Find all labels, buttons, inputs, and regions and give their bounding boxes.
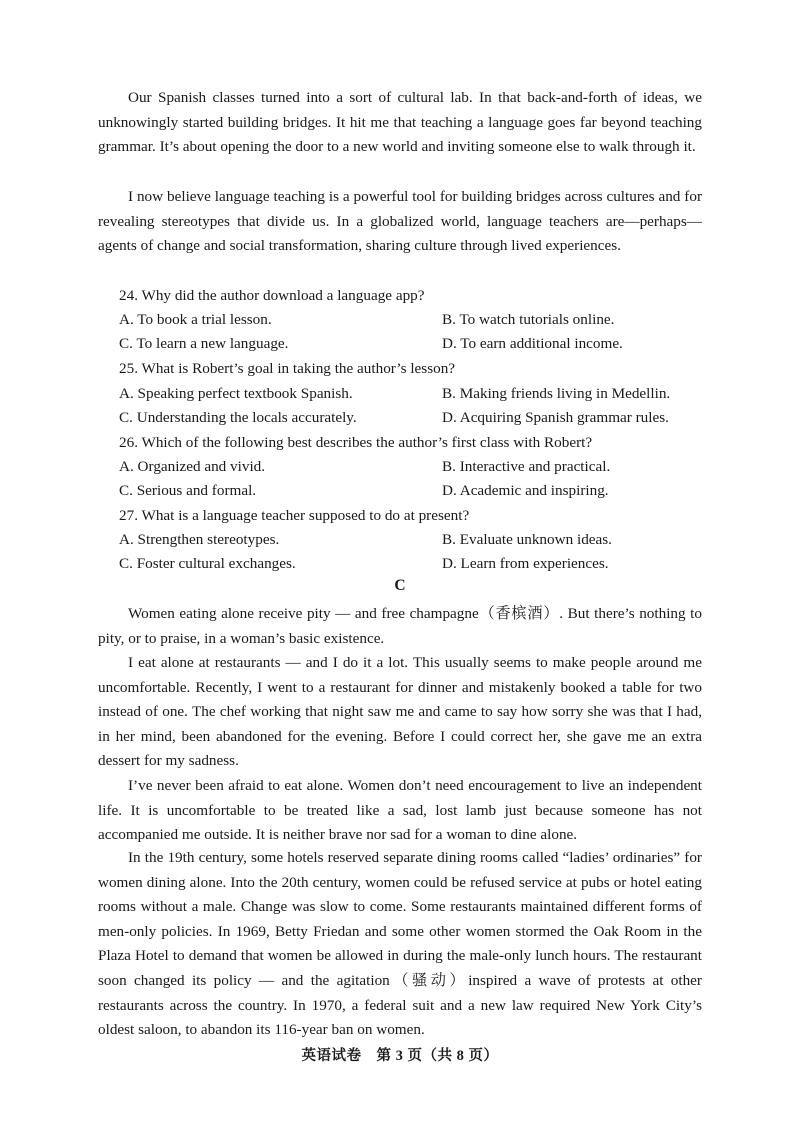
question-25-option-b: B. Making friends living in Medellin. [442,385,671,402]
question-24-option-a: A. To book a trial lesson. [119,311,272,328]
question-24-option-c: C. To learn a new language. [119,335,289,352]
question-24-option-d: D. To earn additional income. [442,335,623,352]
question-25-stem: 25. What is Robert’s goal in taking the author’s lesson? [119,360,456,377]
question-27-option-c: C. Foster cultural exchanges. [119,555,296,572]
passage-c-paragraph: I eat alone at restaurants — and I do it a lot. This usually seems to make people around me uncomfortable. Recently, I went to a restaurant for dinner and mistakenly booked a table for two instead of one. The chef working that night saw me and came to say how sorry she was that I had, in her mind, been abandoned for the evening. Before I could correct her, she gave me an extra dessert for my sadness. [98,654,702,770]
passage-c-paragraph: In the 19th century, some hotels reserved separate dining rooms called “ladies’ ordinaries” for women dining alone. Into the 20th century, women could be refused service at pubs or hotel eating rooms without a male. Change was slow to come. Some restaurants maintained different forms of men-only policies. In 1969, Betty Friedan and some other women stormed the Oak Room in the Plaza Hotel to demand that women be allowed in during the male-only lunch hours. The restaurant soon changed its policy — and the agitation（骚动）inspired a wave of protests at other restaurants across the country. In 1970, a federal suit and a new law required New York City’s oldest saloon, to abandon its 116-year ban on women. [98,849,702,1039]
page-footer: 英语试卷 第 3 页（共 8 页） [301,1048,499,1064]
question-27-stem: 27. What is a language teacher supposed to do at present? [119,507,470,524]
passage-c-paragraph: I’ve never been afraid to eat alone. Women don’t need encouragement to live an independent life. It is uncomfortable to be treated like a sad, lost lamb just because someone has not accompanied me outside. It is neither brave nor sad for a woman to dine alone. [98,777,702,844]
section-c-heading: C [394,577,406,594]
question-24-option-b: B. To watch tutorials online. [442,311,615,328]
passage-c-paragraph: Women eating alone receive pity — and free champagne（香槟酒）. But there’s nothing to pity, or to praise, in a woman’s basic existence. [98,605,702,647]
question-27-option-b: B. Evaluate unknown ideas. [442,531,612,548]
question-24-stem: 24. Why did the author download a language app? [119,287,425,304]
question-25-option-c: C. Understanding the locals accurately. [119,409,357,426]
passage-paragraph: I now believe language teaching is a powerful tool for building bridges across cultures and for revealing stereotypes that divide us. In a globalized world, language teachers are—perhaps—agents of change and social transformation, sharing culture through lived experiences. [98,188,702,255]
question-26-option-b: B. Interactive and practical. [442,458,611,475]
question-27-option-d: D. Learn from experiences. [442,555,609,572]
question-27-option-a: A. Strengthen stereotypes. [119,531,280,548]
question-25-option-d: D. Acquiring Spanish grammar rules. [442,409,669,426]
passage-paragraph: Our Spanish classes turned into a sort of cultural lab. In that back-and-forth of ideas, we unknowingly started building bridges. It hit me that teaching a language goes far beyond teaching grammar. It’s about opening the door to a new world and inviting someone else to walk through it. [98,89,702,156]
question-26-option-c: C. Serious and formal. [119,482,257,499]
question-25-option-a: A. Speaking perfect textbook Spanish. [119,385,353,402]
question-26-option-a: A. Organized and vivid. [119,458,266,475]
question-26-option-d: D. Academic and inspiring. [442,482,609,499]
question-26-stem: 26. Which of the following best describes the author’s first class with Robert? [119,434,593,451]
